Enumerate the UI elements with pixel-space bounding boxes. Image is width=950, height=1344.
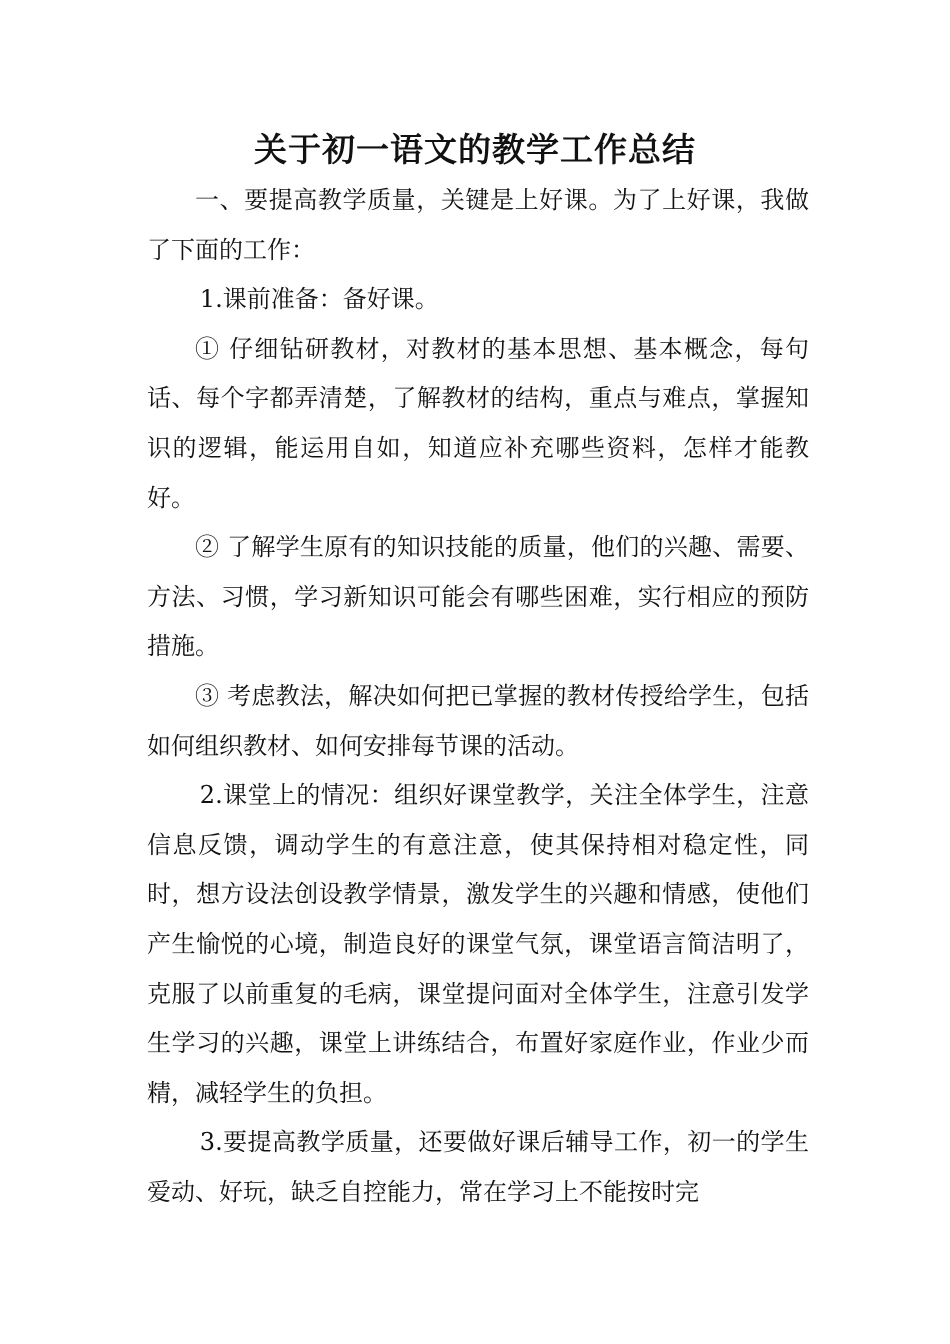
paragraph-item-3: ③ 考虑教法，解决如何把已掌握的教材传授给学生，包括如何组织教材、如何安排每节课的活动。 [147, 681, 809, 760]
paragraph-item-1: ① 仔细钻研教材，对教材的基本思想、基本概念，每句话、每个字都弄清楚，了解教材的结构，重点与难点，掌握知识的逻辑，能运用自如，知道应补充哪些资料，怎样才能教好。 [147, 334, 809, 512]
document-title: 关于初一语文的教学工作总结 [254, 130, 696, 169]
paragraph-item-2: ② 了解学生原有的知识技能的质量，他们的兴趣、需要、方法、习惯，学习新知识可能会有哪些困难，实行相应的预防措施。 [147, 533, 809, 661]
paragraph-section-3: 3.要提高教学质量，还要做好课后辅导工作，初一的学生爱动、好玩，缺乏自控能力，常在学习上不能按时完 [147, 1128, 809, 1206]
document-body [147, 176, 809, 1217]
paragraph-section-1-heading: 1.课前准备：备好课。 [199, 285, 439, 314]
paragraph-section-2: 2.课堂上的情况：组织好课堂教学，关注全体学生，注意信息反馈，调动学生的有意注意，使其保持相对稳定性，同时，想方设法创设教学情景，激发学生的兴趣和情感，使他们产生愉悦的心境，制造良好的课堂气氛，课堂语言简洁明了，克服了以前重复的毛病，课堂提问面对全体学生，注意引发学生学习的兴趣，课堂上讲练结合，布置好家庭作业，作业少而精，减轻学生的负担。 [147, 781, 809, 1107]
paragraph-intro: 一、要提高教学质量，关键是上好课。为了上好课，我做了下面的工作： [147, 186, 809, 264]
